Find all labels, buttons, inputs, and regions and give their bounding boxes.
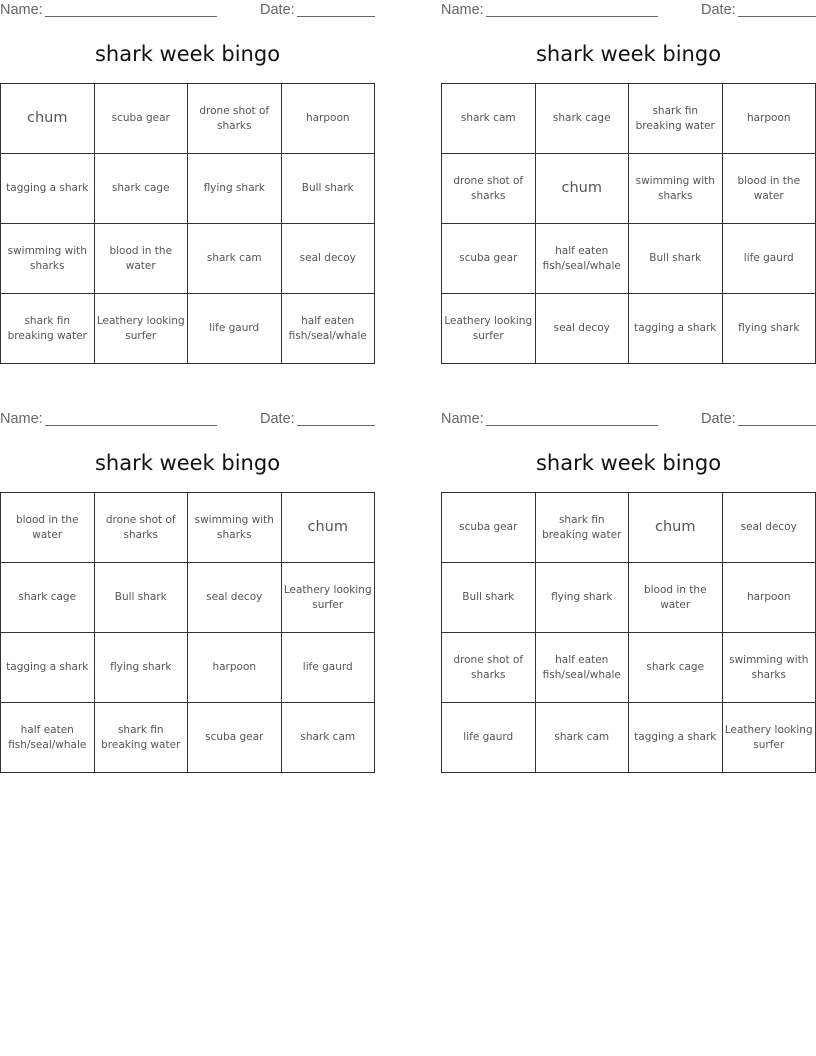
grid-row <box>442 154 816 224</box>
date-blank <box>738 425 816 426</box>
grid-row <box>1 84 375 154</box>
bingo-cell: Leathery looking surfer <box>281 563 375 633</box>
bingo-cell: drone shot of sharks <box>442 154 536 224</box>
bingo-cell: drone shot of sharks <box>188 84 282 154</box>
bingo-cell: Bull shark <box>442 563 536 633</box>
date-label: Date: <box>701 411 736 427</box>
name-label: Name: <box>0 411 43 427</box>
bingo-cell: half eaten fish/seal/whale <box>535 633 629 703</box>
bingo-cell: life gaurd <box>281 633 375 703</box>
bingo-cell: flying shark <box>722 294 816 364</box>
bingo-cell: swimming with sharks <box>1 224 95 294</box>
grid-row <box>442 224 816 294</box>
bingo-cell: life gaurd <box>442 703 536 773</box>
bingo-cell: drone shot of sharks <box>94 493 188 563</box>
bingo-cell: seal decoy <box>535 294 629 364</box>
card-title: shark week bingo <box>94 42 281 66</box>
bingo-cell: harpoon <box>722 84 816 154</box>
bingo-cell: blood in the water <box>629 563 723 633</box>
bingo-cell: tagging a shark <box>1 154 95 224</box>
bingo-cell: flying shark <box>535 563 629 633</box>
bingo-cell: chum <box>1 84 95 154</box>
bingo-cell: shark cage <box>629 633 723 703</box>
name-date-line <box>441 0 816 22</box>
date-blank <box>297 425 375 426</box>
bingo-cell: chum <box>629 493 723 563</box>
bingo-cell: Bull shark <box>629 224 723 294</box>
bingo-cell: shark fin breaking water <box>629 84 723 154</box>
name-label: Name: <box>441 411 484 427</box>
grid-row <box>442 703 816 773</box>
grid-row <box>1 563 375 633</box>
grid-row <box>442 84 816 154</box>
bingo-cell: half eaten fish/seal/whale <box>535 224 629 294</box>
name-blank <box>45 16 217 17</box>
date-blank <box>738 16 816 17</box>
bingo-cell: half eaten fish/seal/whale <box>281 294 375 364</box>
bingo-cell: scuba gear <box>442 493 536 563</box>
bingo-cell: blood in the water <box>1 493 95 563</box>
bingo-cell: harpoon <box>281 84 375 154</box>
date-label: Date: <box>260 2 295 18</box>
bingo-cell: swimming with sharks <box>629 154 723 224</box>
date-label: Date: <box>701 2 736 18</box>
bingo-cell: scuba gear <box>188 703 282 773</box>
name-date-line <box>0 409 375 431</box>
name-blank <box>486 425 658 426</box>
name-blank <box>486 16 658 17</box>
grid-row <box>442 563 816 633</box>
name-date-line <box>0 0 375 22</box>
bingo-cell: blood in the water <box>94 224 188 294</box>
grid-row <box>1 294 375 364</box>
bingo-cell: shark cage <box>94 154 188 224</box>
bingo-cell: flying shark <box>188 154 282 224</box>
bingo-cell: chum <box>281 493 375 563</box>
bingo-cell: tagging a shark <box>629 294 723 364</box>
bingo-cell: shark cam <box>442 84 536 154</box>
grid-row <box>1 154 375 224</box>
bingo-cell: shark fin breaking water <box>1 294 95 364</box>
bingo-cell: shark cage <box>535 84 629 154</box>
name-blank <box>45 425 217 426</box>
date-label: Date: <box>260 411 295 427</box>
bingo-cell: half eaten fish/seal/whale <box>1 703 95 773</box>
name-label: Name: <box>441 2 484 18</box>
bingo-cell: drone shot of sharks <box>442 633 536 703</box>
bingo-cell: shark cam <box>535 703 629 773</box>
bingo-cell: harpoon <box>722 563 816 633</box>
bingo-cell: chum <box>535 154 629 224</box>
bingo-cell: seal decoy <box>722 493 816 563</box>
bingo-cell: Leathery looking surfer <box>94 294 188 364</box>
bingo-cell: swimming with sharks <box>722 633 816 703</box>
bingo-cell: shark cam <box>188 224 282 294</box>
bingo-cell: seal decoy <box>188 563 282 633</box>
bingo-grid <box>0 492 375 773</box>
grid-row <box>442 633 816 703</box>
grid-row <box>442 294 816 364</box>
grid-row <box>1 703 375 773</box>
date-blank <box>297 16 375 17</box>
bingo-cell: swimming with sharks <box>188 493 282 563</box>
grid-row <box>1 224 375 294</box>
name-label: Name: <box>0 2 43 18</box>
bingo-cell: shark fin breaking water <box>535 493 629 563</box>
grid-row <box>442 493 816 563</box>
bingo-cell: life gaurd <box>722 224 816 294</box>
bingo-cell: harpoon <box>188 633 282 703</box>
bingo-cell: seal decoy <box>281 224 375 294</box>
bingo-cell: Leathery looking surfer <box>442 294 536 364</box>
name-date-line <box>441 409 816 431</box>
bingo-cell: shark fin breaking water <box>94 703 188 773</box>
bingo-cell: shark cam <box>281 703 375 773</box>
bingo-cell: life gaurd <box>188 294 282 364</box>
card-title: shark week bingo <box>535 451 722 475</box>
bingo-cell: flying shark <box>94 633 188 703</box>
bingo-cell: tagging a shark <box>1 633 95 703</box>
bingo-cell: Bull shark <box>281 154 375 224</box>
grid-row <box>1 633 375 703</box>
bingo-cell: Bull shark <box>94 563 188 633</box>
card-title: shark week bingo <box>94 451 281 475</box>
bingo-cell: scuba gear <box>94 84 188 154</box>
bingo-grid <box>441 492 816 773</box>
bingo-cell: scuba gear <box>442 224 536 294</box>
bingo-cell: shark cage <box>1 563 95 633</box>
bingo-grid <box>0 83 375 364</box>
card-title: shark week bingo <box>535 42 722 66</box>
bingo-cell: tagging a shark <box>629 703 723 773</box>
bingo-cell: Leathery looking surfer <box>722 703 816 773</box>
bingo-cell: blood in the water <box>722 154 816 224</box>
bingo-grid <box>441 83 816 364</box>
grid-row <box>1 493 375 563</box>
